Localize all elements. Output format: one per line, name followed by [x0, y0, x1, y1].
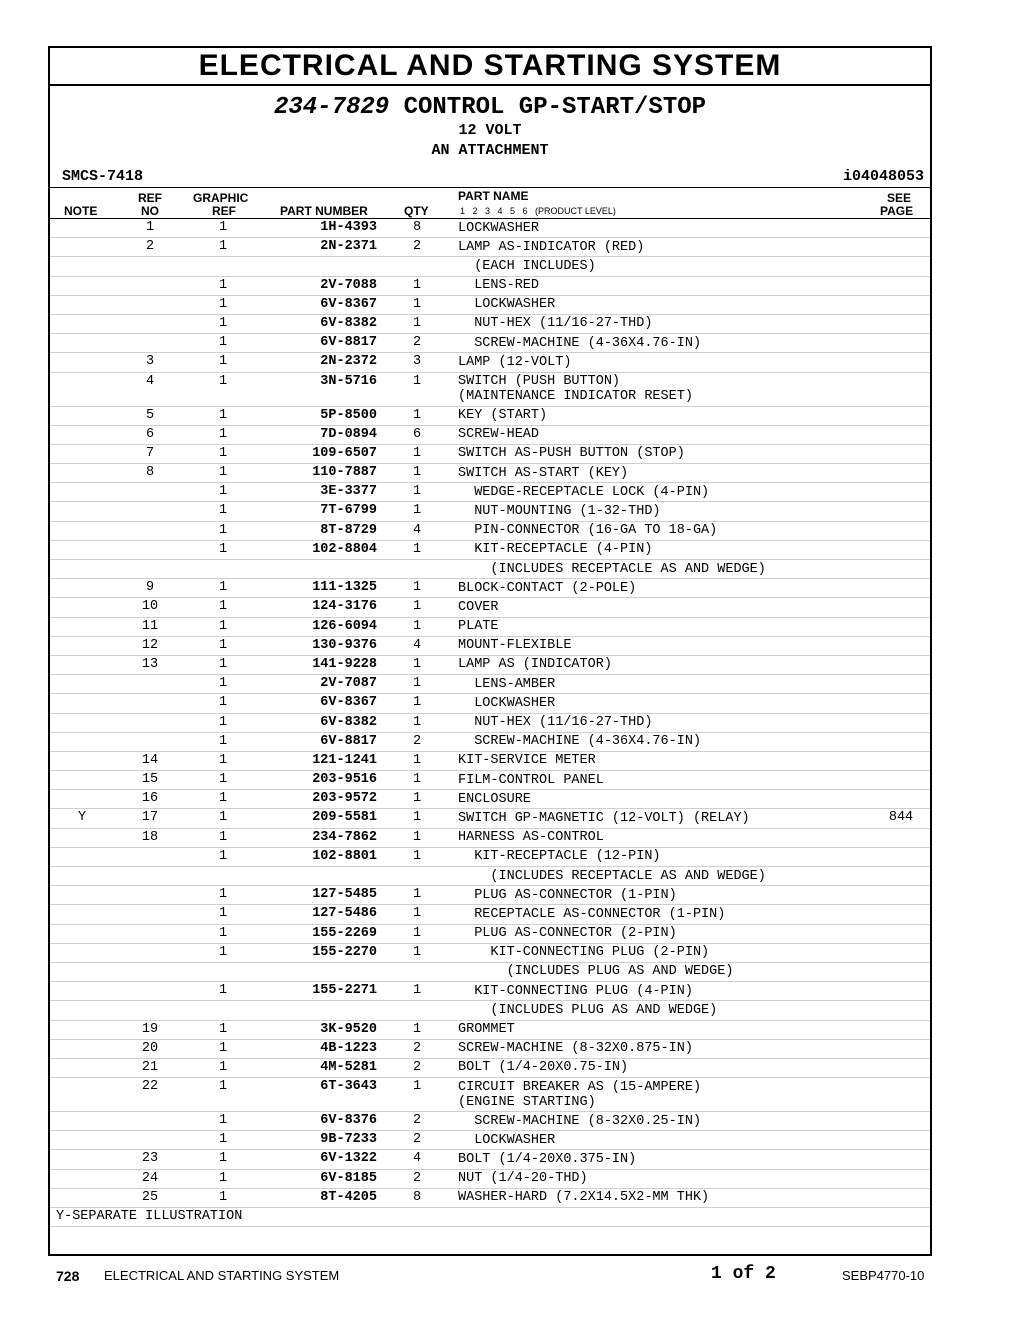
section-title: ELECTRICAL AND STARTING SYSTEM [50, 48, 930, 86]
cell-qty: 1 [412, 772, 422, 788]
cell-part: 110-7887 [312, 465, 377, 481]
col-levels: 1 2 3 4 5 6 (PRODUCT LEVEL) [460, 206, 616, 216]
cell-part: 203-9572 [312, 791, 377, 807]
cell-qty: 1 [412, 676, 422, 692]
cell-name: LAMP (12-VOLT) [458, 354, 572, 370]
cell-part: 5P-8500 [320, 407, 377, 423]
table-row [50, 1078, 930, 1112]
cell-graphic: 1 [218, 407, 228, 423]
cell-qty: 1 [412, 887, 422, 903]
cell-qty: 1 [412, 1021, 422, 1037]
cell-part: 102-8801 [312, 848, 377, 864]
table-row [50, 790, 930, 809]
col-part-number: PART NUMBER [280, 204, 368, 218]
cell-graphic: 1 [218, 1189, 228, 1205]
cell-graphic: 1 [218, 335, 228, 351]
table-row [50, 656, 930, 675]
table-row [50, 445, 930, 464]
cell-name: SCREW-MACHINE (4-36X4.76-IN) [458, 335, 702, 351]
cell-part: 8T-8729 [320, 522, 377, 538]
cell-part: 155-2271 [312, 983, 377, 999]
cell-graphic: 1 [218, 906, 228, 922]
cell-graphic: 1 [218, 296, 228, 312]
sub-line-2: AN ATTACHMENT [431, 142, 549, 159]
cell-name: SCREW-MACHINE (8-32X0.25-IN) [458, 1113, 702, 1129]
cell-graphic: 1 [218, 1040, 228, 1056]
table-row [50, 1170, 930, 1189]
cell-ref: 8 [145, 465, 155, 481]
cell-name: GROMMET [458, 1022, 515, 1037]
cell-name: LENS-RED [458, 278, 540, 294]
cell-part: 209-5581 [312, 810, 377, 826]
table-row [50, 982, 930, 1001]
cell-qty: 4 [412, 637, 422, 653]
cell-part: 2N-2372 [320, 354, 377, 370]
table-row [50, 1001, 930, 1020]
cell-graphic: 1 [218, 944, 228, 960]
cell-graphic: 1 [218, 1021, 228, 1037]
cell-name: (INCLUDES RECEPTACLE AS AND WEDGE) [458, 868, 766, 884]
table-row [50, 809, 930, 828]
cell-name: SWITCH AS-START (KEY) [458, 465, 629, 481]
cell-qty: 1 [412, 599, 422, 615]
cell-qty: 1 [412, 714, 422, 730]
smcs-code: SMCS-7418 [62, 168, 144, 185]
sub-line-1: 12 VOLT [458, 122, 522, 139]
cell-name: SCREW-HEAD [458, 427, 540, 443]
col-graphic-bottom: REF [212, 204, 236, 218]
cell-name: KIT-CONNECTING PLUG (4-PIN) [458, 983, 693, 999]
table-row [50, 334, 930, 353]
footnote: Y-SEPARATE ILLUSTRATION [50, 1208, 930, 1227]
cell-graphic: 1 [218, 887, 228, 903]
cell-qty: 2 [412, 1040, 422, 1056]
cell-qty: 6 [412, 426, 422, 442]
cell-name: WASHER-HARD (7.2X14.5X2-MM THK) [458, 1190, 710, 1206]
cell-see: 844 [888, 810, 914, 826]
cell-part: 109-6507 [312, 445, 377, 461]
table-row [50, 257, 930, 276]
cell-qty: 4 [412, 522, 422, 538]
table-row [50, 1189, 930, 1208]
cell-name: SWITCH (PUSH BUTTON) (MAINTENANCE INDICATOR RESET) [458, 374, 693, 404]
cell-graphic: 1 [218, 522, 228, 538]
cell-graphic: 1 [218, 465, 228, 481]
cell-ref: 20 [141, 1040, 159, 1056]
cell-part: 127-5485 [312, 887, 377, 903]
cell-part: 155-2269 [312, 925, 377, 941]
cell-part: 130-9376 [312, 637, 377, 653]
table-row [50, 771, 930, 790]
cell-part: 7T-6799 [320, 503, 377, 519]
cell-part: 121-1241 [312, 752, 377, 768]
cell-ref: 24 [141, 1170, 159, 1186]
cell-ref: 14 [141, 752, 159, 768]
table-row [50, 296, 930, 315]
group-part-number: 234-7829 [273, 94, 390, 121]
cell-part: 2V-7087 [320, 676, 377, 692]
cell-part: 6V-8817 [320, 335, 377, 351]
cell-ref: 15 [141, 772, 159, 788]
cell-qty: 1 [412, 810, 422, 826]
cell-graphic: 1 [218, 541, 228, 557]
table-row [50, 353, 930, 372]
cell-graphic: 1 [218, 239, 228, 255]
cell-part: 6V-8185 [320, 1170, 377, 1186]
cell-ref: 21 [141, 1059, 159, 1075]
cell-qty: 2 [412, 1170, 422, 1186]
cell-name: BLOCK-CONTACT (2-POLE) [458, 580, 637, 596]
cell-part: 111-1325 [312, 580, 377, 596]
cell-part: 9B-7233 [320, 1132, 377, 1148]
cell-graphic: 1 [218, 277, 228, 293]
cell-qty: 2 [412, 733, 422, 749]
cell-name: KIT-RECEPTACLE (4-PIN) [458, 542, 653, 558]
table-row [50, 733, 930, 752]
cell-ref: 18 [141, 829, 159, 845]
cell-part: 4M-5281 [320, 1059, 377, 1075]
cell-ref: 23 [141, 1151, 159, 1167]
cell-qty: 2 [412, 1132, 422, 1148]
cell-name: BOLT (1/4-20X0.375-IN) [458, 1151, 637, 1167]
cell-name: SWITCH GP-MAGNETIC (12-VOLT) (RELAY) [458, 810, 750, 826]
group-title [50, 94, 930, 121]
cell-name: LOCKWASHER [458, 695, 556, 711]
table-row [50, 598, 930, 617]
cell-name: NUT (1/4-20-THD) [458, 1171, 588, 1187]
cell-part: 102-8804 [312, 541, 377, 557]
cell-name: CIRCUIT BREAKER AS (15-AMPERE) (ENGINE STARTING) [458, 1079, 702, 1110]
parts-list-frame [48, 46, 932, 1256]
cell-name: WEDGE-RECEPTACLE LOCK (4-PIN) [458, 484, 710, 500]
table-row [50, 925, 930, 944]
cell-graphic: 1 [218, 848, 228, 864]
table-row [50, 637, 930, 656]
table-row [50, 867, 930, 886]
table-row [50, 848, 930, 867]
table-row [50, 829, 930, 848]
cell-graphic: 1 [218, 733, 228, 749]
cell-part: 155-2270 [312, 944, 377, 960]
cell-ref: 25 [141, 1189, 159, 1205]
cell-ref: 22 [141, 1079, 159, 1095]
cell-name: LAMP AS (INDICATOR) [458, 657, 612, 673]
col-see-top: SEE [887, 191, 912, 205]
table-row [50, 483, 930, 502]
cell-qty: 2 [412, 335, 422, 351]
cell-name: LOCKWASHER [458, 220, 540, 236]
page-of: 1 of 2 [711, 1264, 776, 1284]
page-footer [56, 1264, 931, 1288]
table-row [50, 522, 930, 541]
cell-qty: 1 [412, 407, 422, 423]
cell-graphic: 1 [218, 1132, 228, 1148]
cell-name: SCREW-MACHINE (4-36X4.76-IN) [458, 734, 702, 750]
cell-name: (EACH INCLUDES) [458, 258, 596, 274]
cell-graphic: 1 [218, 1059, 228, 1075]
cell-part: 6V-8382 [320, 315, 377, 331]
cell-part: 2V-7088 [320, 277, 377, 293]
cell-qty: 1 [412, 484, 422, 500]
cell-part: 2N-2371 [320, 239, 377, 255]
table-row [50, 694, 930, 713]
cell-qty: 1 [412, 944, 422, 960]
cell-name: NUT-MOUNTING (1-32-THD) [458, 503, 661, 519]
cell-name: SCREW-MACHINE (8-32X0.875-IN) [458, 1041, 693, 1057]
cell-part: 6V-1322 [320, 1151, 377, 1167]
cell-qty: 1 [412, 848, 422, 864]
cell-name: (INCLUDES RECEPTACLE AS AND WEDGE) [458, 561, 766, 577]
cell-graphic: 1 [218, 1113, 228, 1129]
table-row [50, 618, 930, 637]
cell-qty: 1 [412, 580, 422, 596]
cell-qty: 1 [412, 445, 422, 461]
cell-graphic: 1 [218, 580, 228, 596]
parts-table-body [50, 219, 930, 1208]
col-graphic-top: GRAPHIC [193, 191, 249, 205]
cell-part: 6V-8817 [320, 733, 377, 749]
cell-name: HARNESS AS-CONTROL [458, 830, 604, 846]
cell-qty: 1 [412, 296, 422, 312]
cell-name: LOCKWASHER [458, 297, 556, 313]
cell-name: PLUG AS-CONNECTOR (1-PIN) [458, 887, 677, 903]
cell-qty: 2 [412, 1113, 422, 1129]
cell-qty: 1 [412, 541, 422, 557]
table-row [50, 315, 930, 334]
cell-name: BOLT (1/4-20X0.75-IN) [458, 1060, 629, 1076]
table-row [50, 752, 930, 771]
col-part-name: PART NAME [458, 189, 529, 203]
cell-part: 4B-1223 [320, 1040, 377, 1056]
table-row [50, 219, 930, 238]
table-row [50, 579, 930, 598]
table-row [50, 905, 930, 924]
page-number: 728 [56, 1268, 80, 1284]
cell-qty: 1 [412, 695, 422, 711]
table-row [50, 714, 930, 733]
table-row [50, 1150, 930, 1169]
cell-part: 3K-9520 [320, 1021, 377, 1037]
table-row [50, 502, 930, 521]
cell-qty: 8 [412, 220, 422, 235]
table-row [50, 675, 930, 694]
cell-name: COVER [458, 599, 499, 615]
table-row [50, 963, 930, 982]
cell-qty: 1 [412, 906, 422, 922]
cell-part: 8T-4205 [320, 1189, 377, 1205]
cell-graphic: 1 [218, 752, 228, 768]
table-row [50, 560, 930, 579]
group-header [50, 94, 930, 161]
cell-qty: 8 [412, 1189, 422, 1205]
cell-graphic: 1 [218, 772, 228, 788]
cell-qty: 1 [412, 752, 422, 768]
cell-graphic: 1 [218, 925, 228, 941]
cell-graphic: 1 [218, 484, 228, 500]
cell-graphic: 1 [218, 637, 228, 653]
cell-part: 6T-3643 [320, 1079, 377, 1095]
cell-graphic: 1 [218, 810, 228, 826]
cell-name: KIT-RECEPTACLE (12-PIN) [458, 849, 661, 865]
cell-graphic: 1 [218, 426, 228, 442]
cell-ref: 9 [145, 580, 155, 596]
cell-name: LAMP AS-INDICATOR (RED) [458, 239, 645, 255]
cell-graphic: 1 [218, 315, 228, 331]
cell-part: 3N-5716 [320, 373, 377, 389]
table-row [50, 464, 930, 483]
cell-qty: 3 [412, 354, 422, 370]
cell-qty: 2 [412, 239, 422, 255]
cell-graphic: 1 [218, 503, 228, 519]
cell-qty: 1 [412, 983, 422, 999]
cell-graphic: 1 [218, 695, 228, 711]
cell-qty: 1 [412, 791, 422, 807]
cell-name: ENCLOSURE [458, 791, 531, 807]
cell-ref: 17 [141, 810, 159, 826]
cell-graphic: 1 [218, 220, 228, 235]
illustration-id: i04048053 [842, 168, 924, 185]
cell-qty: 4 [412, 1151, 422, 1167]
table-row [50, 1021, 930, 1040]
col-ref-bottom: NO [141, 204, 159, 218]
cell-ref: 16 [141, 791, 159, 807]
cell-graphic: 1 [218, 829, 228, 845]
col-qty: QTY [404, 204, 429, 218]
cell-ref: 5 [145, 407, 155, 423]
cell-ref: 19 [141, 1021, 159, 1037]
cell-name: FILM-CONTROL PANEL [458, 772, 604, 788]
cell-part: 234-7862 [312, 829, 377, 845]
table-row [50, 1131, 930, 1150]
cell-qty: 1 [412, 503, 422, 519]
cell-name: RECEPTACLE AS-CONNECTOR (1-PIN) [458, 906, 726, 922]
cell-name: (INCLUDES PLUG AS AND WEDGE) [458, 1002, 718, 1018]
cell-qty: 1 [412, 925, 422, 941]
cell-graphic: 1 [218, 373, 228, 389]
cell-graphic: 1 [218, 1170, 228, 1186]
table-row [50, 1112, 930, 1131]
table-row [50, 277, 930, 296]
cell-note: Y [77, 810, 87, 826]
cell-qty: 1 [412, 656, 422, 672]
cell-ref: 1 [145, 220, 155, 235]
cell-part: 6V-8367 [320, 695, 377, 711]
cell-name: KIT-CONNECTING PLUG (2-PIN) [458, 945, 710, 961]
col-ref-top: REF [138, 191, 162, 205]
table-row [50, 426, 930, 445]
code-line [50, 167, 930, 188]
cell-graphic: 1 [218, 676, 228, 692]
cell-qty: 1 [412, 465, 422, 481]
cell-qty: 1 [412, 277, 422, 293]
cell-ref: 11 [141, 618, 159, 634]
cell-name: PLATE [458, 619, 499, 635]
cell-ref: 10 [141, 599, 159, 615]
cell-graphic: 1 [218, 618, 228, 634]
cell-name: LENS-AMBER [458, 676, 556, 692]
cell-part: 1H-4393 [320, 220, 377, 235]
cell-qty: 1 [412, 1079, 422, 1095]
cell-name: NUT-HEX (11/16-27-THD) [458, 316, 653, 332]
cell-graphic: 1 [218, 714, 228, 730]
cell-name: NUT-HEX (11/16-27-THD) [458, 715, 653, 730]
table-row [50, 407, 930, 426]
cell-part: 6V-8367 [320, 296, 377, 312]
cell-qty: 2 [412, 1059, 422, 1075]
table-row [50, 238, 930, 257]
cell-part: 126-6094 [312, 618, 377, 634]
cell-graphic: 1 [218, 1151, 228, 1167]
table-row [50, 1059, 930, 1078]
table-row [50, 944, 930, 963]
cell-graphic: 1 [218, 354, 228, 370]
table-row [50, 886, 930, 905]
col-see-bottom: PAGE [880, 204, 914, 218]
cell-part: 203-9516 [312, 772, 377, 788]
footer-section: ELECTRICAL AND STARTING SYSTEM [104, 1268, 340, 1283]
cell-ref: 3 [145, 354, 155, 370]
cell-name: PLUG AS-CONNECTOR (2-PIN) [458, 926, 677, 942]
cell-graphic: 1 [218, 791, 228, 807]
cell-ref: 2 [145, 239, 155, 255]
cell-part: 124-3176 [312, 599, 377, 615]
cell-graphic: 1 [218, 599, 228, 615]
cell-part: 141-9228 [312, 656, 377, 672]
cell-part: 7D-0894 [320, 426, 377, 442]
cell-name: KIT-SERVICE METER [458, 753, 596, 769]
cell-graphic: 1 [218, 983, 228, 999]
column-headers [50, 188, 930, 219]
cell-ref: 4 [145, 373, 155, 389]
cell-part: 3E-3377 [320, 484, 377, 500]
cell-part: 6V-8376 [320, 1113, 377, 1129]
cell-graphic: 1 [218, 1079, 228, 1095]
cell-name: SWITCH AS-PUSH BUTTON (STOP) [458, 446, 685, 462]
cell-name: (INCLUDES PLUG AS AND WEDGE) [458, 964, 734, 980]
col-note: NOTE [64, 204, 98, 218]
cell-name: MOUNT-FLEXIBLE [458, 638, 572, 654]
cell-ref: 13 [141, 656, 159, 672]
cell-ref: 12 [141, 637, 159, 653]
table-row [50, 1040, 930, 1059]
cell-name: KEY (START) [458, 408, 548, 423]
cell-qty: 1 [412, 315, 422, 331]
cell-ref: 6 [145, 426, 155, 442]
cell-graphic: 1 [218, 445, 228, 461]
table-row [50, 373, 930, 407]
cell-qty: 1 [412, 373, 422, 389]
cell-part: 6V-8382 [320, 714, 377, 730]
cell-name: PIN-CONNECTOR (16-GA TO 18-GA) [458, 523, 718, 539]
cell-part: 127-5486 [312, 906, 377, 922]
table-row [50, 541, 930, 560]
cell-ref: 7 [145, 445, 155, 461]
group-name: CONTROL GP-START/STOP [403, 94, 707, 121]
cell-qty: 1 [412, 829, 422, 845]
cell-name: LOCKWASHER [458, 1132, 556, 1148]
cell-graphic: 1 [218, 656, 228, 672]
cell-qty: 1 [412, 618, 422, 634]
doc-id: SEBP4770-10 [842, 1268, 925, 1283]
